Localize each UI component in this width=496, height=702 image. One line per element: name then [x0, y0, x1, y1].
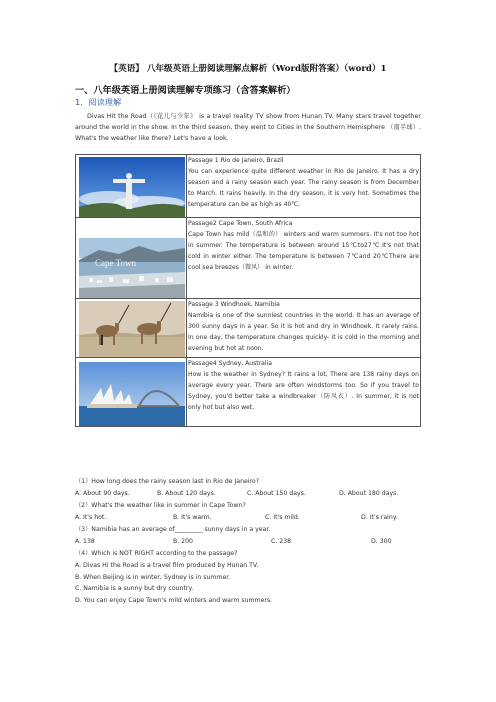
answer-option: B. 200	[173, 537, 193, 545]
question-stem: （1）How long does the rainy season last in Rio de Janeiro?	[75, 478, 260, 485]
answer-option: B. It's warm.	[173, 513, 212, 521]
question-stem: （3）Namibia has an average of_________ sunny days in a year.	[75, 525, 271, 533]
image-caption: Cape Town	[95, 258, 136, 268]
answer-option: B. When Beijing is in winter, Sydney is in summer.	[75, 573, 231, 581]
oryx-desert-photo	[79, 301, 185, 357]
passage-image-cell	[76, 358, 187, 427]
answer-option: A. 138	[75, 537, 95, 545]
passage-text-cell	[187, 155, 421, 218]
answer-option: A. About 90 days.	[75, 489, 130, 497]
question-stem: （4）Which is NOT RIGHT according to the passage?	[75, 549, 238, 557]
answer-option: C. Namibia is a sunny but dry country.	[75, 585, 194, 593]
answer-option: D. About 180 days.	[339, 489, 399, 497]
passage-image-cell	[76, 299, 187, 358]
passage-title: Passage 1 Rio de Janeiro, Brazil	[188, 157, 284, 164]
sydney-opera-house-photo	[79, 362, 185, 426]
questions-section	[75, 476, 421, 607]
passage-body: How is the weather in Sydney? It rains a lot, There are 138 rainy days on average every year. There are often windstorms too. So if you travel to Sydney, you'd better take a windbreaker（防风衣）. In summer, it is not only hot but also wet.	[188, 370, 419, 411]
question-options	[75, 488, 421, 500]
answer-option: C. About 150 days.	[247, 489, 306, 497]
answer-option: C. 238	[271, 537, 292, 545]
answer-option: C. It's mild.	[265, 513, 300, 521]
passage-image-cell	[76, 218, 187, 299]
document-title: 【英语】 八年级英语上册阅读理解点解析（Word版附答案）（word）1	[109, 64, 387, 74]
passage-row	[76, 358, 421, 427]
passage-title: Passage2 Cape Town, South Africa	[188, 220, 293, 227]
passage-text-cell	[187, 218, 421, 299]
section-heading: 一、八年级英语上册阅读理解专项练习（含答案解析）	[75, 85, 296, 96]
answer-option: D. 300	[371, 537, 392, 545]
passage-title: Passage4 Sydney, Australia	[188, 360, 273, 367]
passages-table	[75, 154, 421, 427]
passage-image-cell	[76, 155, 187, 218]
passage-body: Namibia is one of the sunniest countries in the world. It has an average of 300 sunny days in a year. So it is hot and dry in Windhoek. It rarely rains. In one day, the temperature changes quickly- it is cold in the morning and evening but hot at noon.	[188, 311, 419, 352]
intro-paragraph: Divas Hit the Road（《花儿与少年》 is a travel reality TV show from Hunan TV. Many stars travel together around the world in the show. In the third season, they went to Cities in the Southern Hemisphere （南半球）. What's the weather like there? Let's have a look.	[75, 113, 421, 142]
passage-row	[76, 299, 421, 358]
passage-text-cell	[187, 299, 421, 358]
cape-town-coast-photo	[79, 238, 185, 298]
passage-body: Cape Town has mild（温和的） winters and warm summers. It's not too hot in summer. The temperature is between around 15℃to27℃.It's not that cold in winter either. The temperature is between 7℃and 20℃There are cool sea breezes（微风） in winter.	[188, 230, 419, 271]
question-options	[75, 512, 421, 524]
subheading: 1．阅读理解	[75, 97, 122, 107]
answer-option: D. It's rainy.	[361, 513, 398, 521]
answer-option: D. You can enjoy Cape Town's mild winters and warm summers.	[75, 597, 273, 605]
answer-option: A. Divas Hi the Road is a travel film produced by Hunan TV.	[75, 561, 259, 569]
passage-title: Passage 3 Windhoek, Namibia	[188, 301, 280, 308]
question-options	[75, 536, 421, 548]
passage-body: You can experience quite different weather in Rio de Janeiro. It has a dry season and a rainy season each year. The rainy season is from December to March. It rains heavily. In the dry season, it is very hot. Sometimes the temperature can be as high as 40℃.	[188, 167, 419, 208]
answer-option: B. About 120 days.	[157, 489, 216, 497]
question-stem: （2）What's the weather like in summer in Cape Town?	[75, 501, 246, 509]
christ-the-redeemer-photo	[79, 157, 185, 217]
passage-text-cell	[187, 358, 421, 427]
passage-row	[76, 218, 421, 299]
answer-option: A. It's hot.	[75, 513, 107, 521]
passage-row	[76, 155, 421, 218]
